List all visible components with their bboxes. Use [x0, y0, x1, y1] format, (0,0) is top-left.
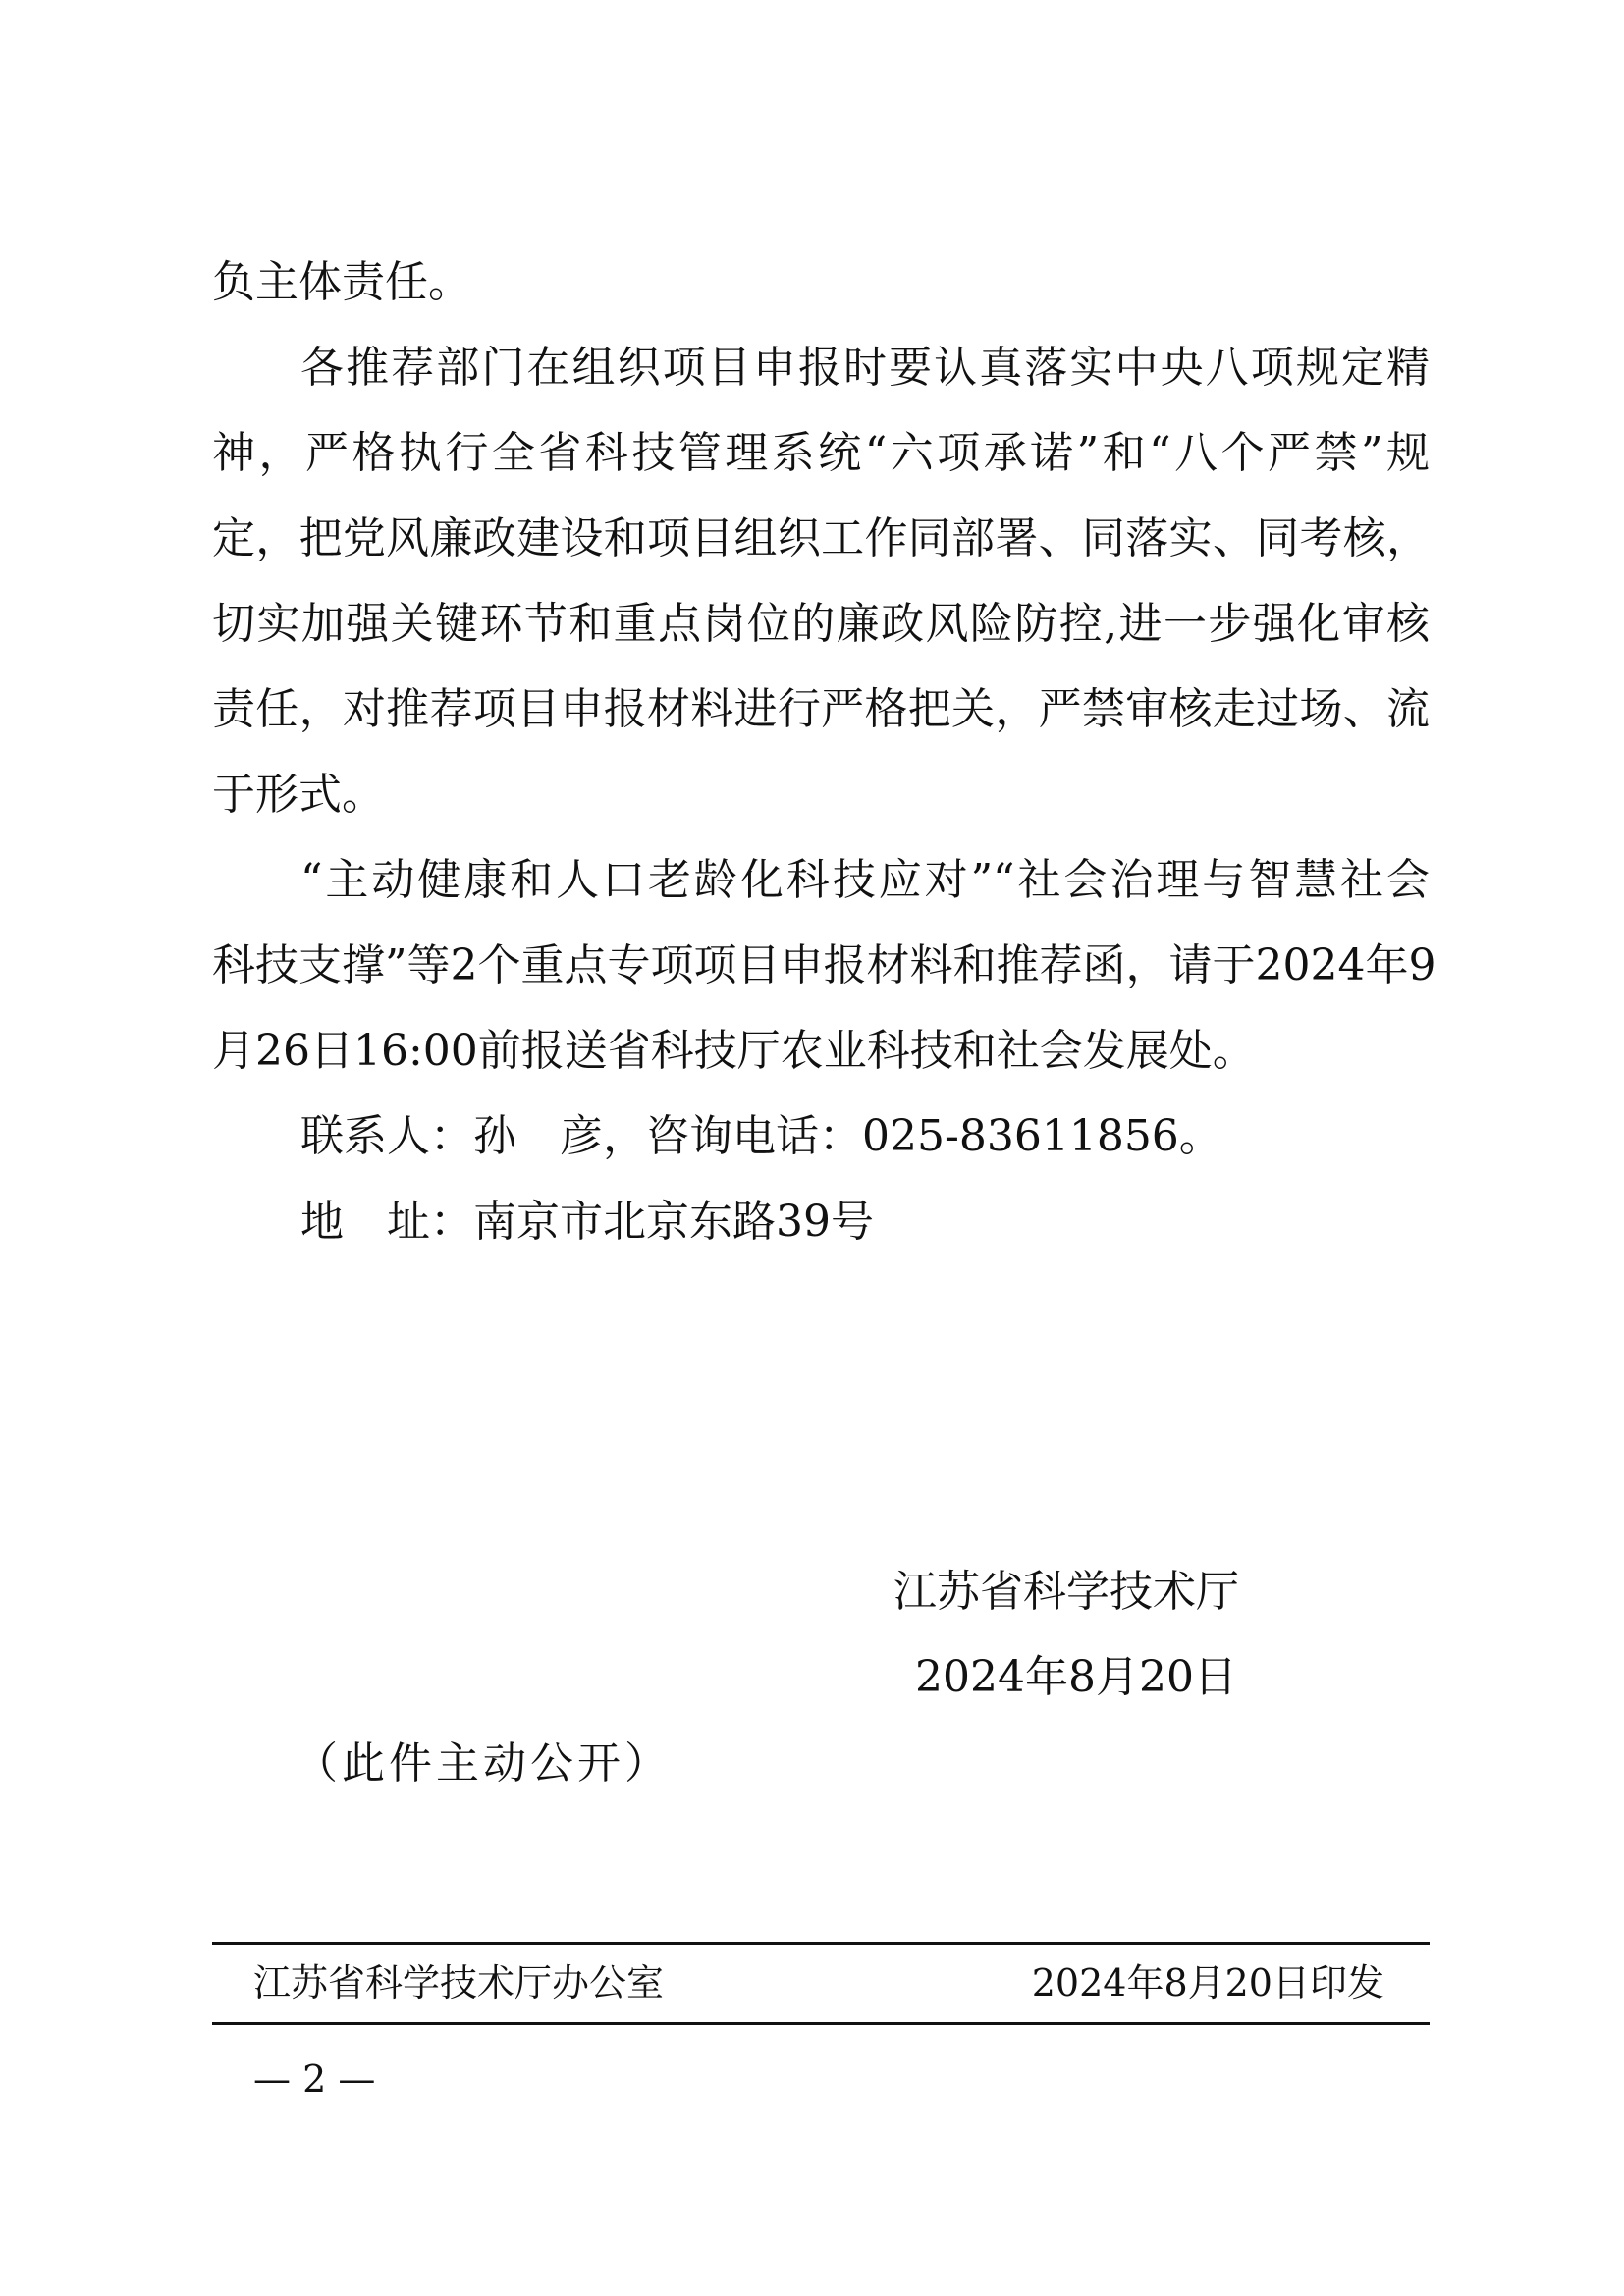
body-line-10: 月26日16:00前报送省科技厅农业科技和社会发展处。	[212, 1026, 1256, 1076]
body-line-7: 于形式。	[212, 770, 385, 820]
footer-bottom-rule	[212, 2022, 1430, 2025]
footer-issuer: 江苏省科学技术厅办公室	[253, 1961, 665, 2004]
body-line-4: 定，把党风廉政建设和项目组织工作同部署、同落实、同考核，	[212, 513, 1430, 563]
body-line-9: 科技支撑”等2个重点专项项目申报材料和推荐函，请于2024年9	[212, 940, 1436, 990]
footer-issue-date: 2024年8月20日印发	[1031, 1961, 1384, 2004]
footer-top-rule	[212, 1942, 1430, 1945]
body-line-8: “主动健康和人口老龄化科技应对”“社会治理与智慧社会	[300, 855, 1430, 905]
signature-date: 2024年8月20日	[915, 1652, 1237, 1702]
body-line-3: 神，严格执行全省科技管理系统“六项承诺”和“八个严禁”规	[212, 428, 1430, 478]
signature-org: 江苏省科学技术厅	[893, 1567, 1239, 1617]
page-number: — 2 —	[253, 2057, 376, 2101]
body-line-2: 各推荐部门在组织项目申报时要认真落实中央八项规定精	[300, 343, 1430, 393]
contact-line: 联系人：孙 彦，咨询电话：025-83611856。	[300, 1111, 1222, 1161]
body-line-5: 切实加强关键环节和重点岗位的廉政风险防控,进一步强化审核	[212, 599, 1430, 649]
body-line-1: 负主体责任。	[212, 257, 471, 307]
address-line: 地 址：南京市北京东路39号	[300, 1197, 874, 1247]
public-note: （此件主动公开）	[295, 1738, 672, 1789]
body-line-6: 责任，对推荐项目申报材料进行严格把关，严禁审核走过场、流	[212, 684, 1430, 734]
